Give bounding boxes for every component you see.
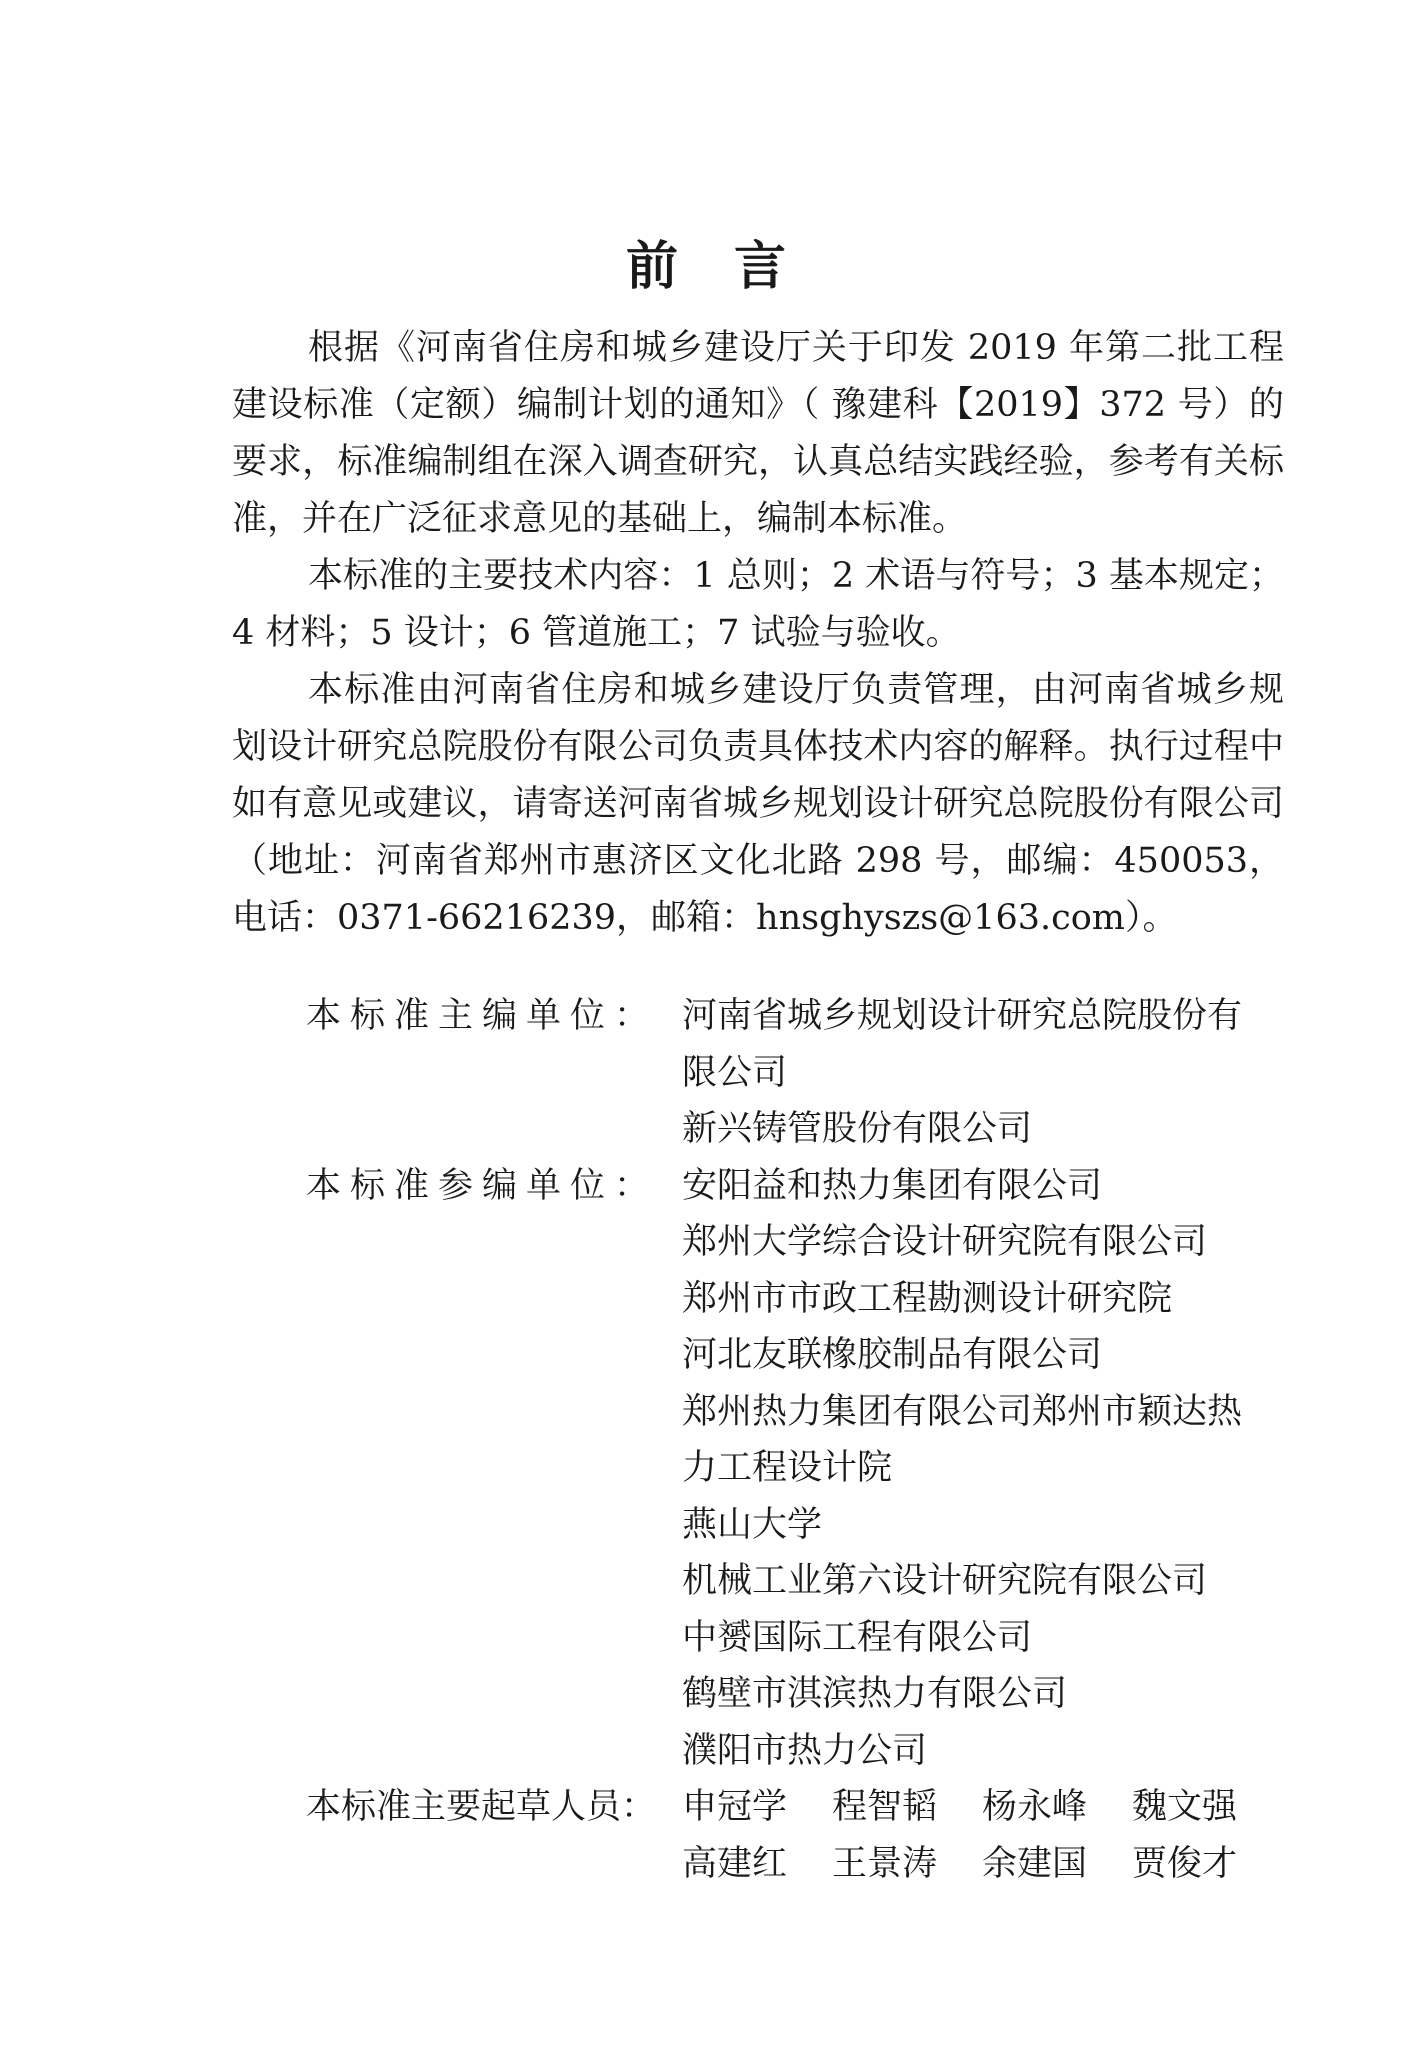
participating-unit-line: 中赟国际工程有限公司 [682,1617,1033,1658]
paragraph-basis: 根据《河南省住房和城乡建设厅关于印发 2019 年第二批工程建设标准（定额）编制计划的通知》（ 豫建科【2019】372 号）的要求，标准编制组在深入调查研究，认真总结实践经验，参考有关标准，并在广泛征求意见的基础上，编制本标准。 [232,328,1284,539]
participating-unit-line: 机械工业第六设计研究院有限公司 [682,1561,1208,1601]
participating-unit-line: 燕山大学 [682,1504,823,1545]
participating-unit-line: 力工程设计院 [682,1448,893,1488]
participating-unit-line: 郑州大学综合设计研究院有限公司 [682,1222,1208,1262]
drafter-name: 高建红 [682,1843,788,1884]
drafter-name: 余建国 [982,1843,1088,1884]
participating-unit-line: 郑州热力集团有限公司郑州市颖达热 [682,1391,1243,1432]
drafters-row [682,1779,1286,1836]
chief-units-label: 本标准主编单位： [306,996,659,1036]
chief-unit-line: 河南省城乡规划设计研究总院股份有 [682,996,1243,1036]
participating-unit-line: 濮阳市热力公司 [682,1730,928,1771]
chief-unit-line: 新兴铸管股份有限公司 [682,1109,1033,1149]
drafters-list [682,1779,1286,1892]
preface-body [232,320,1284,947]
drafters-row [682,1836,1286,1893]
participating-unit-line: 安阳益和热力集团有限公司 [682,1165,1103,1206]
credits-section [306,988,1286,1892]
participating-unit-line: 鹤壁市淇滨热力有限公司 [682,1674,1068,1714]
drafter-name: 杨永峰 [982,1787,1088,1827]
drafter-name: 王景涛 [832,1843,938,1884]
paragraph-management: 本标准由河南省住房和城乡建设厅负责管理，由河南省城乡规划设计研究总院股份有限公司负责具体技术内容的解释。执行过程中如有意见或建议，请寄送河南省城乡规划设计研究总院股份有限公司（地址：河南省郑州市惠济区文化北路 298 号，邮编：450053，电话：0371-66216239，邮箱：hnsghyszs@163.com）。 [232,670,1284,938]
drafters-group [306,1779,1286,1892]
drafters-label: 本标准主要起草人员： [306,1787,657,1827]
drafter-name: 程智韬 [832,1787,938,1827]
drafter-name: 贾俊才 [1132,1843,1238,1884]
participating-units-label: 本标准参编单位： [306,1165,659,1206]
chief-units-group [306,988,1286,1158]
participating-units-list [682,1158,1286,1780]
participating-units-group [306,1158,1286,1780]
participating-unit-line: 河北友联橡胶制品有限公司 [682,1335,1103,1375]
paragraph-contents: 本标准的主要技术内容：1 总则；2 术语与符号；3 基本规定；4 材料；5 设计；6 管道施工；7 试验与验收。 [232,556,1284,653]
chief-unit-line: 限公司 [682,1052,788,1093]
chief-units-list [682,988,1286,1158]
drafter-name: 申冠学 [682,1787,788,1827]
participating-unit-line: 郑州市市政工程勘测设计研究院 [682,1278,1173,1319]
drafter-name: 魏文强 [1132,1787,1238,1827]
page-title: 前言 [625,237,842,297]
